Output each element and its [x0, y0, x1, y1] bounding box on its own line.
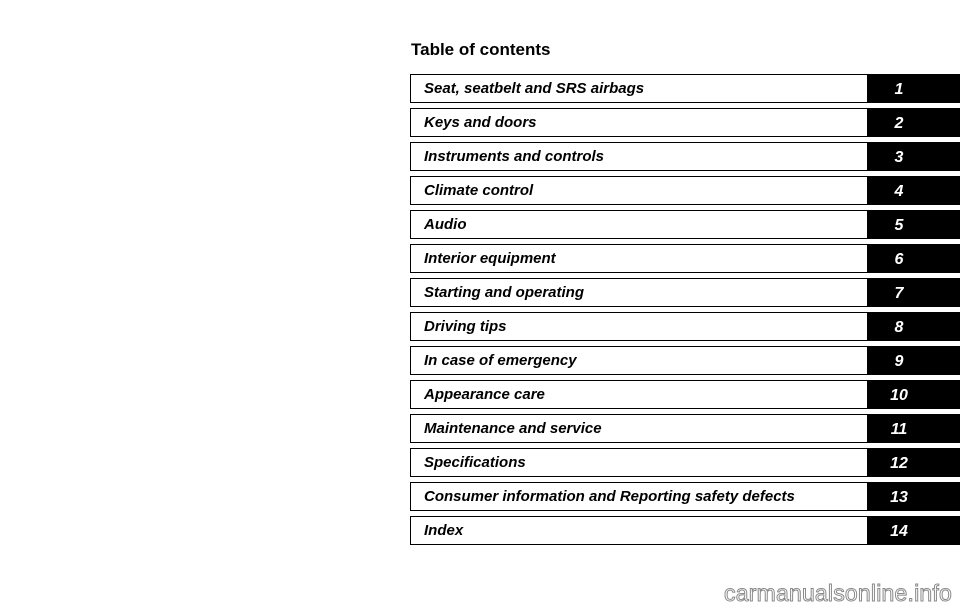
toc-entry-in-case-of-emergency[interactable] — [410, 346, 960, 375]
toc-entry-label: Index — [424, 522, 464, 539]
section-number: 7 — [894, 285, 904, 302]
section-tab[interactable] — [867, 414, 960, 443]
section-tab[interactable] — [867, 346, 960, 375]
toc-entry-label: Climate control — [424, 182, 534, 199]
toc-entry-label-box — [410, 176, 867, 205]
section-number: 10 — [890, 387, 908, 404]
section-tab[interactable] — [867, 244, 960, 273]
section-tab[interactable] — [867, 448, 960, 477]
toc-entry-label: Keys and doors — [424, 114, 537, 131]
page-title: Table of contents — [411, 40, 551, 59]
section-tab[interactable] — [867, 176, 960, 205]
toc-list — [410, 74, 960, 550]
toc-entry-label-box — [410, 346, 867, 375]
toc-entry-label-box — [410, 108, 867, 137]
toc-entry-label-box — [410, 448, 867, 477]
toc-entry-climate-control[interactable] — [410, 176, 960, 205]
toc-entry-interior-equipment[interactable] — [410, 244, 960, 273]
section-tab[interactable] — [867, 312, 960, 341]
toc-entry-label: Consumer information and Reporting safety defects — [424, 488, 795, 505]
toc-entry-label-box — [410, 74, 867, 103]
toc-entry-label: Starting and operating — [424, 284, 585, 301]
toc-entry-audio[interactable] — [410, 210, 960, 239]
toc-entry-maintenance-and-service[interactable] — [410, 414, 960, 443]
section-number: 1 — [894, 81, 904, 98]
section-number: 5 — [894, 217, 904, 234]
section-number: 4 — [894, 183, 904, 200]
toc-entry-label-box — [410, 482, 867, 511]
section-tab[interactable] — [867, 142, 960, 171]
toc-entry-driving-tips[interactable] — [410, 312, 960, 341]
section-number: 13 — [890, 489, 908, 506]
watermark: carmanualsonline.info — [724, 580, 952, 606]
toc-entry-seat-seatbelt-srs-airbags[interactable] — [410, 74, 960, 103]
toc-entry-label: Interior equipment — [424, 250, 556, 267]
section-tab[interactable] — [867, 516, 960, 545]
section-number: 6 — [894, 251, 904, 268]
toc-entry-label-box — [410, 312, 867, 341]
toc-entry-starting-and-operating[interactable] — [410, 278, 960, 307]
toc-entry-label: In case of emergency — [424, 352, 577, 369]
toc-entry-label: Instruments and controls — [424, 148, 605, 165]
section-number: 14 — [890, 523, 908, 540]
toc-entry-instruments-and-controls[interactable] — [410, 142, 960, 171]
toc-entry-label-box — [410, 142, 867, 171]
section-number: 9 — [894, 353, 904, 370]
section-tab[interactable] — [867, 210, 960, 239]
section-tab[interactable] — [867, 278, 960, 307]
section-tab[interactable] — [867, 482, 960, 511]
toc-entry-label-box — [410, 516, 867, 545]
toc-entry-label: Driving tips — [424, 318, 507, 335]
section-tab[interactable] — [867, 108, 960, 137]
toc-entry-label-box — [410, 244, 867, 273]
toc-entry-consumer-information[interactable] — [410, 482, 960, 511]
toc-entry-label-box — [410, 380, 867, 409]
section-tab[interactable] — [867, 380, 960, 409]
section-number: 12 — [890, 455, 908, 472]
toc-entry-index[interactable] — [410, 516, 960, 545]
toc-entry-specifications[interactable] — [410, 448, 960, 477]
section-number: 8 — [894, 319, 904, 336]
section-number: 11 — [890, 421, 908, 438]
section-tab[interactable] — [867, 74, 960, 103]
toc-entry-label: Appearance care — [424, 386, 545, 403]
toc-entry-appearance-care[interactable] — [410, 380, 960, 409]
toc-entry-label: Maintenance and service — [424, 420, 602, 437]
toc-entry-label-box — [410, 414, 867, 443]
toc-entry-label-box — [410, 210, 867, 239]
section-number: 3 — [894, 149, 904, 166]
toc-entry-label: Seat, seatbelt and SRS airbags — [424, 80, 645, 97]
section-number: 2 — [894, 115, 904, 132]
toc-entry-label: Specifications — [424, 454, 526, 471]
toc-entry-label-box — [410, 278, 867, 307]
toc-entry-label: Audio — [424, 216, 467, 233]
toc-entry-keys-and-doors[interactable] — [410, 108, 960, 137]
